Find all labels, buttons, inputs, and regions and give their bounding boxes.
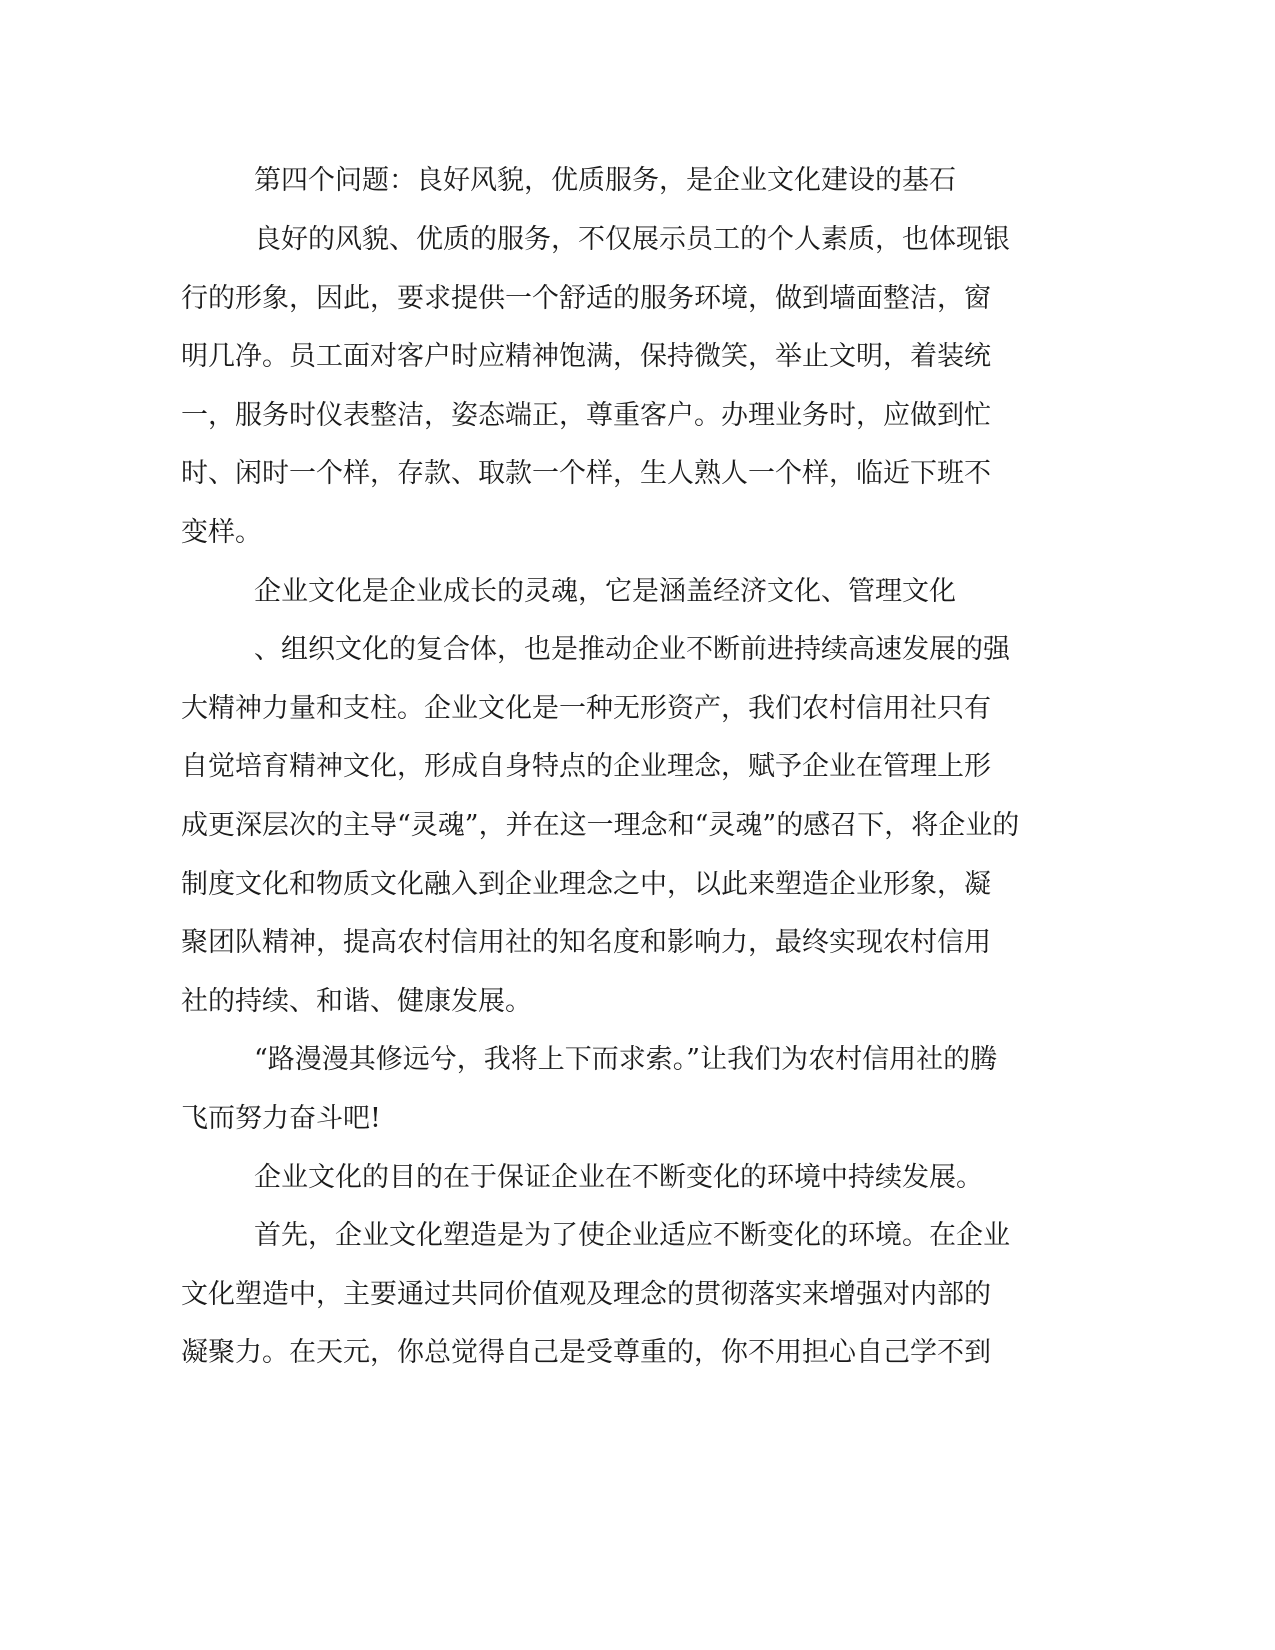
paragraph-line: 、组织文化的复合体，也是推动企业不断前进持续高速发展的强 [254,634,1010,665]
paragraph-line: 时、闲时一个样，存款、取款一个样，生人熟人一个样，临近下班不 [181,458,991,489]
paragraph-line: “路漫漫其修远兮，我将上下而求索。”让我们为农村信用社的腾 [254,1044,998,1075]
paragraph-line: 一，服务时仪表整洁，姿态端正，尊重客户。办理业务时，应做到忙 [181,400,991,431]
paragraph-line: 首先，企业文化塑造是为了使企业适应不断变化的环境。在企业 [254,1220,1010,1251]
paragraph-line: 明几净。员工面对客户时应精神饱满，保持微笑，举止文明，着装统 [181,341,991,372]
paragraph-line: 良好的风貌、优质的服务，不仅展示员工的个人素质，也体现银 [254,224,1010,255]
paragraph-line: 自觉培育精神文化，形成自身特点的企业理念，赋予企业在管理上形 [181,751,991,782]
paragraph-line: 企业文化是企业成长的灵魂，它是涵盖经济文化、管理文化 [254,576,956,607]
paragraph-line: 企业文化的目的在于保证企业在不断变化的环境中持续发展。 [254,1162,983,1193]
paragraph-line: 大精神力量和支柱。企业文化是一种无形资产，我们农村信用社只有 [181,693,991,724]
paragraph-line: 聚团队精神，提高农村信用社的知名度和影响力，最终实现农村信用 [181,927,991,958]
paragraph-line: 凝聚力。在天元，你总觉得自己是受尊重的，你不用担心自己学不到 [181,1337,991,1368]
paragraph-line: 飞而努力奋斗吧! [181,1103,381,1134]
paragraph-line: 社的持续、和谐、健康发展。 [181,986,532,1017]
paragraph-line: 成更深层次的主导“灵魂”，并在这一理念和“灵魂”的感召下，将企业的 [181,810,1020,841]
section-heading: 第四个问题：良好风貌，优质服务，是企业文化建设的基石 [254,165,956,196]
paragraph-line: 文化塑造中，主要通过共同价值观及理念的贯彻落实来增强对内部的 [181,1279,991,1310]
paragraph-line: 变样。 [181,517,262,548]
paragraph-line: 制度文化和物质文化融入到企业理念之中，以此来塑造企业形象，凝 [181,869,991,900]
paragraph-line: 行的形象，因此，要求提供一个舒适的服务环境，做到墙面整洁，窗 [181,283,991,314]
